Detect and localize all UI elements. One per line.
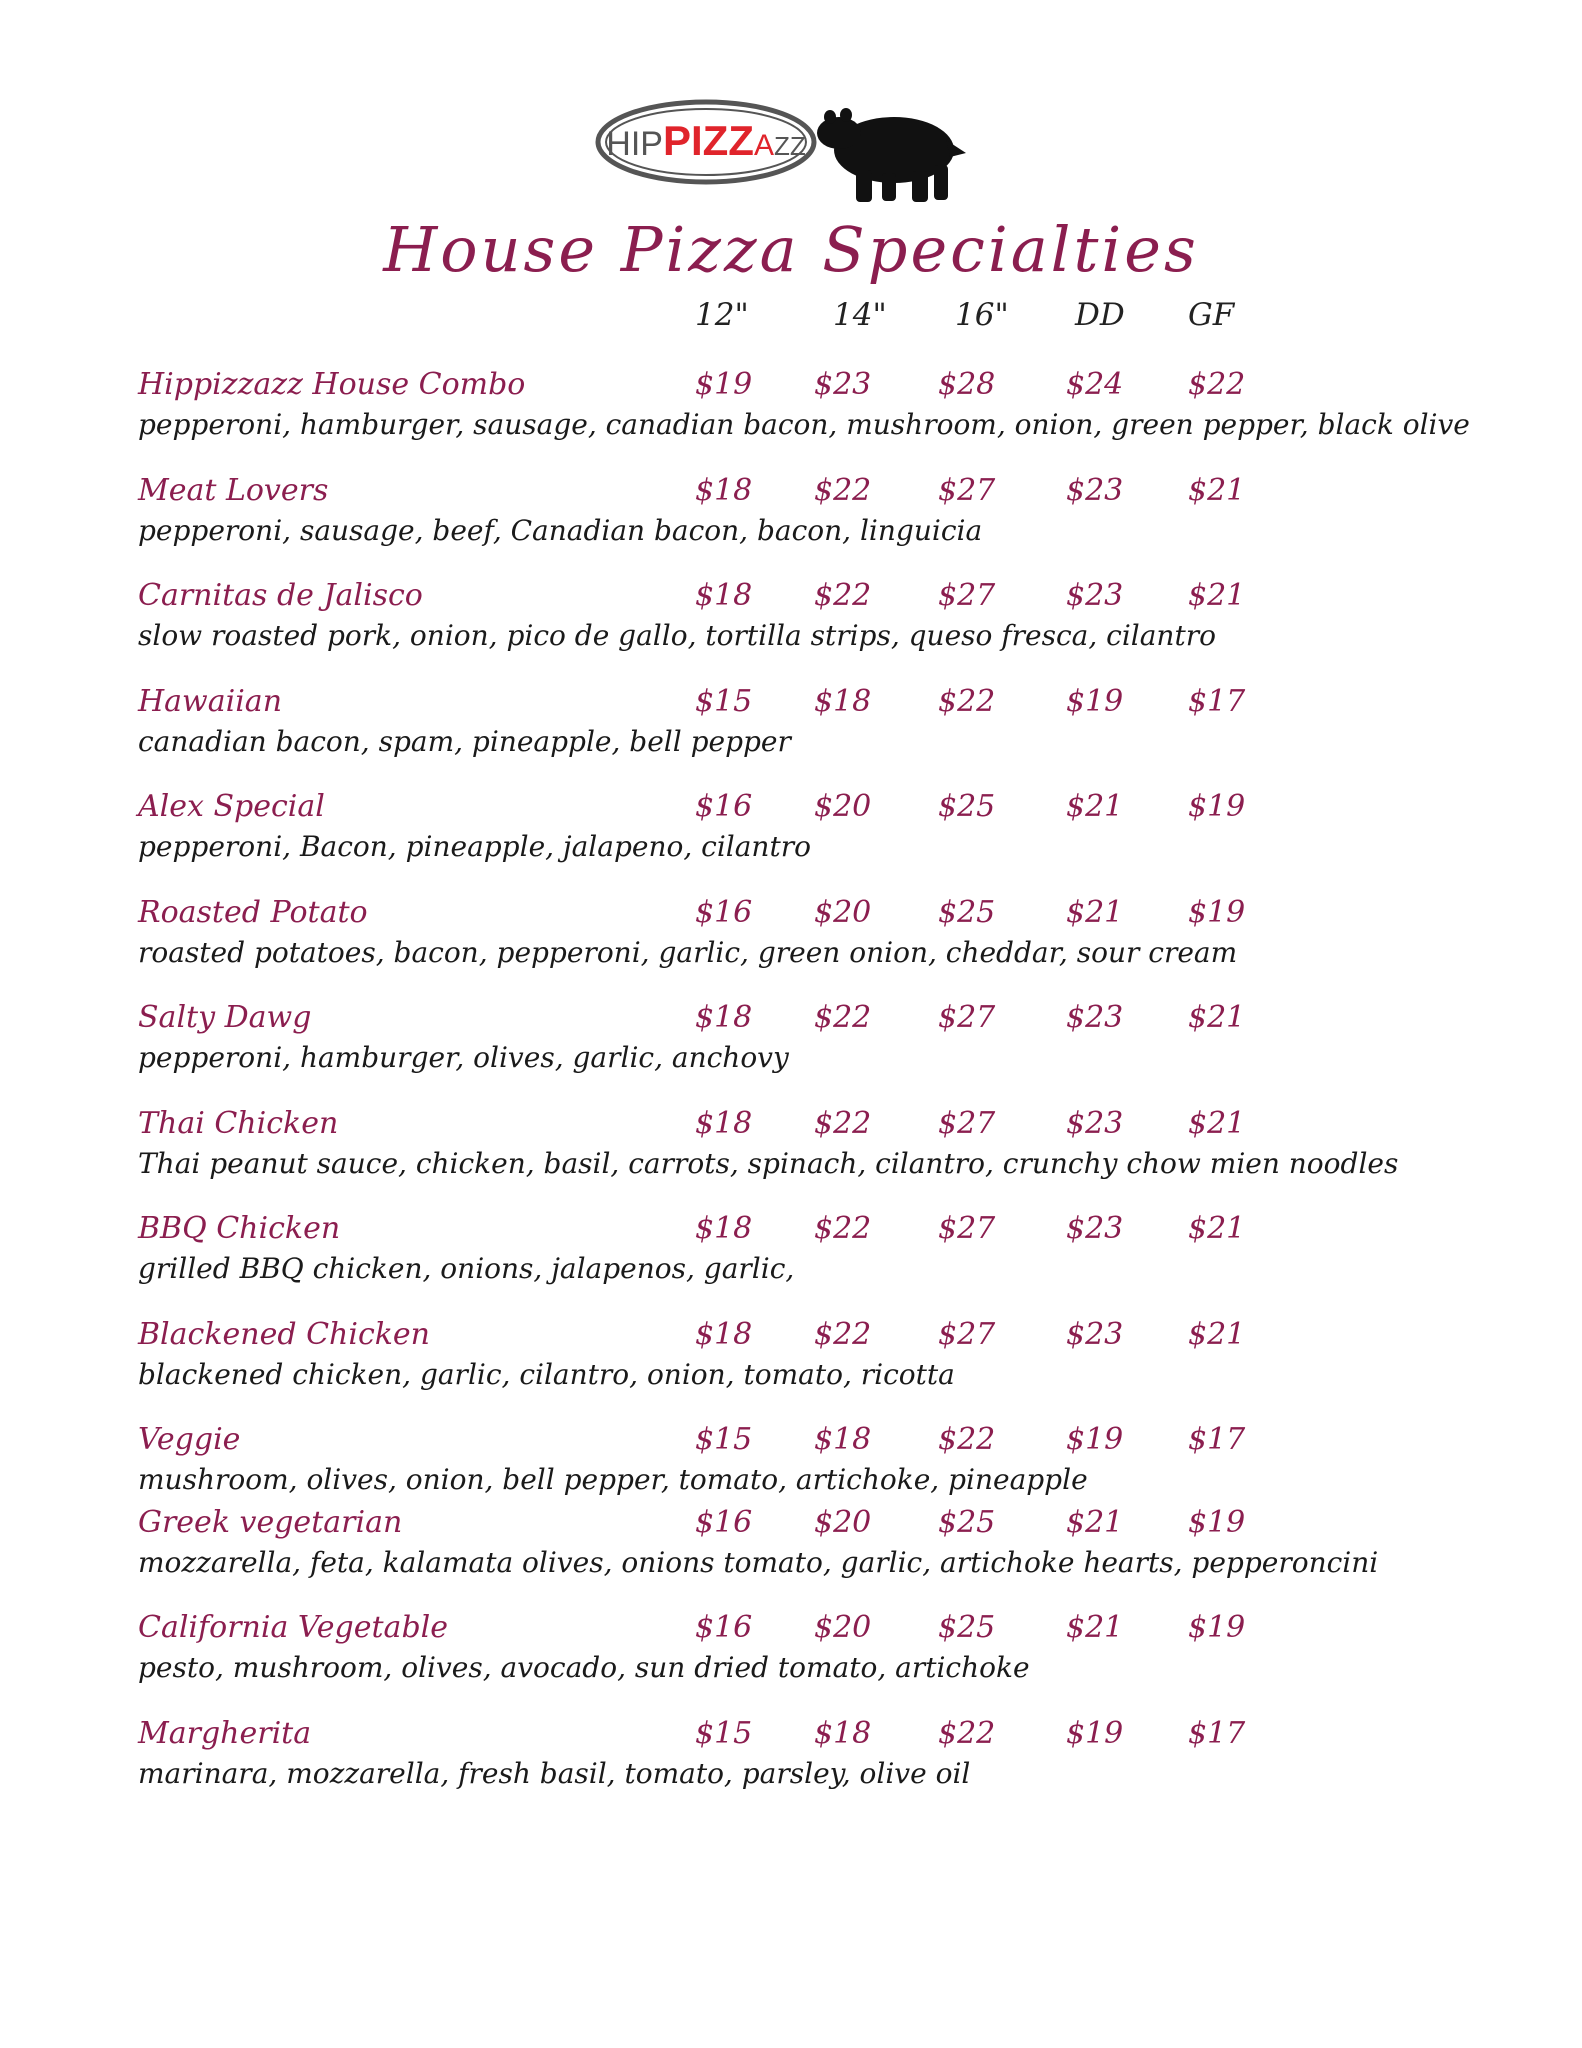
item-price: $25 — [938, 895, 996, 930]
menu-item-margherita — [138, 1714, 1518, 1814]
size-header-16: 16" — [955, 297, 1009, 333]
item-price: $22 — [938, 1716, 996, 1751]
menu-item-hawaiian — [138, 682, 1518, 782]
item-price: $18 — [695, 1000, 753, 1035]
item-price: $20 — [814, 1505, 872, 1540]
item-name: Blackened Chicken — [138, 1317, 431, 1352]
item-price: $27 — [938, 1317, 996, 1352]
item-price: $18 — [695, 1106, 753, 1141]
item-price: $18 — [814, 1422, 872, 1457]
item-description: pepperoni, hamburger, sausage, canadian bacon, mushroom, onion, green pepper, black olive — [138, 408, 1470, 441]
item-price: $19 — [1188, 895, 1246, 930]
item-price: $23 — [1066, 578, 1124, 613]
item-description: slow roasted pork, onion, pico de gallo, tortilla strips, queso fresca, cilantro — [138, 619, 1216, 652]
item-price: $19 — [1066, 1716, 1124, 1751]
item-price: $18 — [695, 1211, 753, 1246]
menu-item-hippizzazz-house-combo — [138, 365, 1518, 465]
item-price: $15 — [695, 684, 753, 719]
item-name: Alex Special — [138, 789, 325, 824]
item-price: $21 — [1066, 789, 1124, 824]
item-price: $16 — [695, 1610, 753, 1645]
item-price: $21 — [1188, 578, 1246, 613]
item-price: $22 — [938, 684, 996, 719]
size-header-gf: GF — [1188, 297, 1235, 333]
item-price: $18 — [814, 684, 872, 719]
item-name: Veggie — [138, 1422, 241, 1457]
item-description: pepperoni, hamburger, olives, garlic, anchovy — [138, 1041, 789, 1074]
menu-item-meat-lovers — [138, 471, 1518, 571]
item-name: Meat Lovers — [138, 473, 329, 508]
item-price: $19 — [1066, 1422, 1124, 1457]
item-price: $15 — [695, 1422, 753, 1457]
item-description: Thai peanut sauce, chicken, basil, carrots, spinach, cilantro, crunchy chow mien noodles — [138, 1147, 1399, 1180]
item-price: $21 — [1188, 1000, 1246, 1035]
item-price: $21 — [1188, 1211, 1246, 1246]
item-price: $19 — [1188, 1505, 1246, 1540]
item-description: pepperoni, sausage, beef, Canadian bacon, bacon, linguicia — [138, 514, 983, 547]
item-price: $22 — [938, 1422, 996, 1457]
menu-item-california-vegetable — [138, 1608, 1518, 1708]
item-name: BBQ Chicken — [138, 1211, 341, 1246]
size-header-12: 12" — [695, 297, 749, 333]
item-price: $24 — [1066, 367, 1124, 402]
item-price: $19 — [695, 367, 753, 402]
menu-item-roasted-potato — [138, 893, 1518, 993]
menu-title: House Pizza Specialties — [383, 213, 1199, 286]
item-price: $15 — [695, 1716, 753, 1751]
item-price: $25 — [938, 1610, 996, 1645]
item-description: pepperoni, Bacon, pineapple, jalapeno, cilantro — [138, 830, 811, 863]
item-name: Margherita — [138, 1716, 312, 1751]
item-price: $18 — [814, 1716, 872, 1751]
menu-item-thai-chicken — [138, 1104, 1518, 1204]
item-price: $27 — [938, 473, 996, 508]
size-header-14: 14" — [833, 297, 887, 333]
item-price: $20 — [814, 789, 872, 824]
item-description: marinara, mozzarella, fresh basil, tomato, parsley, olive oil — [138, 1757, 971, 1790]
item-price: $23 — [1066, 1000, 1124, 1035]
item-description: roasted potatoes, bacon, pepperoni, garlic, green onion, cheddar, sour cream — [138, 936, 1238, 969]
item-price: $21 — [1066, 1505, 1124, 1540]
item-price: $22 — [814, 1106, 872, 1141]
item-name: Carnitas de Jalisco — [138, 578, 423, 613]
item-price: $20 — [814, 1610, 872, 1645]
item-price: $21 — [1188, 1106, 1246, 1141]
hippo-icon — [817, 108, 966, 202]
item-name: Salty Dawg — [138, 1000, 312, 1035]
item-description: pesto, mushroom, olives, avocado, sun dried tomato, artichoke — [138, 1651, 1030, 1684]
item-price: $16 — [695, 789, 753, 824]
item-price: $23 — [1066, 1317, 1124, 1352]
item-price: $23 — [814, 367, 872, 402]
item-price: $25 — [938, 789, 996, 824]
item-price: $22 — [814, 1317, 872, 1352]
item-price: $19 — [1188, 1610, 1246, 1645]
item-price: $21 — [1188, 473, 1246, 508]
item-name: Roasted Potato — [138, 895, 368, 930]
item-name: Hawaiian — [138, 684, 283, 719]
item-price: $18 — [695, 578, 753, 613]
item-price: $16 — [695, 1505, 753, 1540]
item-price: $16 — [695, 895, 753, 930]
item-price: $28 — [938, 367, 996, 402]
item-price: $19 — [1066, 684, 1124, 719]
item-price: $23 — [1066, 1211, 1124, 1246]
menu-item-bbq-chicken — [138, 1209, 1518, 1309]
item-price: $23 — [1066, 473, 1124, 508]
size-header-dd: DD — [1075, 297, 1125, 333]
item-description: blackened chicken, garlic, cilantro, onion, tomato, ricotta — [138, 1358, 955, 1391]
item-price: $22 — [814, 1000, 872, 1035]
item-price: $27 — [938, 1211, 996, 1246]
item-description: mozzarella, feta, kalamata olives, onions tomato, garlic, artichoke hearts, pepperoncini — [138, 1546, 1379, 1579]
menu-item-carnitas-de-jalisco — [138, 576, 1518, 676]
item-price: $27 — [938, 1000, 996, 1035]
logo-wordmark: HIPPIZZAZZ — [606, 117, 806, 164]
item-price: $19 — [1188, 789, 1246, 824]
item-price: $17 — [1188, 1422, 1246, 1457]
item-price: $22 — [1188, 367, 1246, 402]
menu-item-salty-dawg — [138, 998, 1518, 1098]
item-price: $21 — [1066, 895, 1124, 930]
item-name: Hippizzazz House Combo — [138, 367, 526, 402]
item-price: $25 — [938, 1505, 996, 1540]
item-price: $18 — [695, 1317, 753, 1352]
item-price: $17 — [1188, 684, 1246, 719]
item-name: California Vegetable — [138, 1610, 448, 1645]
menu-item-blackened-chicken — [138, 1315, 1518, 1415]
item-price: $21 — [1066, 1610, 1124, 1645]
item-price: $22 — [814, 578, 872, 613]
item-price: $23 — [1066, 1106, 1124, 1141]
item-price: $27 — [938, 1106, 996, 1141]
item-price: $22 — [814, 1211, 872, 1246]
item-price: $22 — [814, 473, 872, 508]
item-description: grilled BBQ chicken, onions, jalapenos, garlic, — [138, 1252, 795, 1285]
item-price: $21 — [1188, 1317, 1246, 1352]
item-price: $20 — [814, 895, 872, 930]
item-price: $17 — [1188, 1716, 1246, 1751]
item-name: Thai Chicken — [138, 1106, 339, 1141]
menu-item-greek-vegetarian — [138, 1503, 1518, 1603]
item-price: $27 — [938, 578, 996, 613]
item-description: mushroom, olives, onion, bell pepper, tomato, artichoke, pineapple — [138, 1463, 1088, 1496]
item-description: canadian bacon, spam, pineapple, bell pepper — [138, 725, 791, 758]
item-price: $18 — [695, 473, 753, 508]
menu-item-alex-special — [138, 787, 1518, 887]
item-name: Greek vegetarian — [138, 1505, 403, 1540]
hippizzazz-logo — [594, 95, 974, 210]
